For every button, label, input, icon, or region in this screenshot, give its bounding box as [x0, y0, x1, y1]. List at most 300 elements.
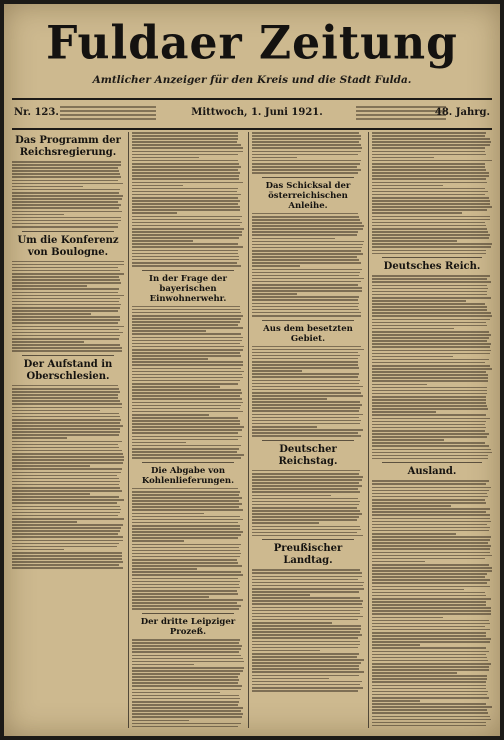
text-line [252, 303, 359, 305]
text-line [372, 678, 487, 680]
article-body [372, 275, 492, 459]
text-line [252, 622, 332, 624]
text-line [132, 513, 204, 515]
text-line [132, 203, 238, 205]
text-line [132, 506, 239, 508]
text-line [132, 312, 241, 314]
text-line [132, 682, 238, 684]
text-line [12, 487, 120, 489]
text-line [372, 203, 490, 205]
text-line [12, 391, 120, 393]
text-line [252, 641, 360, 643]
text-line [12, 322, 118, 324]
text-line [12, 496, 119, 498]
text-line [372, 340, 487, 342]
text-line [372, 427, 486, 429]
text-line [132, 343, 240, 345]
text-line [12, 304, 121, 306]
article-body [252, 346, 364, 437]
text-line [372, 555, 492, 557]
masthead-rule-top [12, 98, 492, 100]
text-line [12, 410, 100, 412]
text-line [12, 533, 118, 535]
text-line [12, 313, 91, 315]
text-line [132, 374, 242, 376]
text-line [132, 253, 238, 255]
text-line [372, 365, 490, 367]
text-line [252, 144, 361, 146]
article-body [132, 132, 244, 267]
text-line [372, 402, 486, 404]
text-line [372, 141, 491, 143]
text-line [132, 667, 244, 669]
text-line [12, 502, 117, 504]
text-line [372, 421, 486, 423]
text-line [252, 513, 362, 515]
text-line [252, 163, 360, 165]
article-separator [142, 462, 234, 463]
text-line [132, 222, 242, 224]
text-line [132, 516, 240, 518]
text-line [252, 380, 360, 382]
text-line [252, 358, 358, 360]
text-line [252, 476, 363, 478]
text-line [132, 175, 239, 177]
text-line [252, 401, 360, 403]
text-line [252, 491, 360, 493]
text-line [12, 186, 83, 188]
text-line [12, 397, 118, 399]
text-line [12, 549, 64, 551]
text-line [12, 201, 118, 203]
text-line [252, 675, 359, 677]
text-line [132, 423, 240, 425]
text-line [252, 423, 360, 425]
text-line [12, 456, 124, 458]
text-line [252, 470, 360, 472]
text-line [132, 540, 184, 542]
text-line [132, 578, 238, 580]
text-line [372, 237, 489, 239]
text-line [132, 571, 241, 573]
text-line [252, 495, 331, 497]
text-line [132, 225, 240, 227]
text-line [252, 637, 358, 639]
text-line [252, 507, 357, 509]
text-line [372, 496, 488, 498]
issue-info-bar [12, 102, 492, 128]
text-line [12, 388, 119, 390]
text-line [252, 287, 362, 289]
text-line [252, 247, 362, 249]
text-line [372, 564, 489, 566]
text-line [132, 151, 243, 153]
text-line [372, 700, 420, 702]
headline: Der dritte Leipziger Prozeß. [140, 617, 236, 638]
text-line [372, 685, 486, 687]
article-body [132, 306, 244, 459]
headline: Das Schicksal der österreichischen Anleihe. [265, 180, 351, 211]
text-line [12, 431, 120, 433]
text-line [372, 166, 485, 168]
text-line [132, 144, 241, 146]
text-line [12, 509, 121, 511]
text-line [132, 368, 241, 370]
text-line [132, 593, 238, 595]
text-line [132, 574, 243, 576]
text-line [12, 546, 117, 548]
text-line [372, 399, 486, 401]
article-separator [382, 462, 482, 463]
text-line [12, 475, 117, 477]
text-line [252, 315, 361, 317]
text-line [132, 651, 239, 653]
text-line [252, 594, 310, 596]
text-line [372, 225, 486, 227]
text-line [372, 294, 487, 296]
text-line [252, 244, 363, 246]
text-line [132, 398, 242, 400]
text-line [252, 253, 363, 255]
text-line [372, 346, 490, 348]
text-line [252, 656, 357, 658]
column-divider [128, 132, 129, 728]
text-line [252, 250, 361, 252]
text-line [132, 216, 242, 218]
text-line [12, 350, 122, 352]
text-line [252, 373, 359, 375]
text-line [12, 536, 123, 538]
text-line [372, 212, 462, 214]
text-line [12, 527, 121, 529]
text-line [12, 329, 119, 331]
text-line [132, 138, 238, 140]
text-line [252, 526, 360, 528]
text-line [132, 494, 239, 496]
text-line [132, 439, 238, 441]
text-line [372, 178, 486, 180]
text-line [372, 228, 487, 230]
text-line [132, 265, 241, 267]
text-line [12, 198, 122, 200]
text-line [12, 167, 118, 169]
text-line [372, 558, 485, 560]
text-line [12, 211, 122, 213]
text-line [12, 326, 124, 328]
text-line [372, 452, 492, 454]
article-separator [142, 270, 234, 271]
text-line [132, 454, 244, 456]
text-line [12, 444, 118, 446]
text-line [132, 525, 240, 527]
text-line [372, 246, 491, 248]
text-line [252, 532, 357, 534]
text-line [372, 552, 490, 554]
text-line [372, 530, 489, 532]
text-line [252, 665, 359, 667]
text-line [252, 225, 364, 227]
article-separator [262, 320, 354, 321]
text-line [372, 253, 486, 255]
text-line [372, 312, 491, 314]
text-line [12, 518, 124, 520]
headline: Deutsches Reich. [383, 261, 481, 273]
text-line [252, 678, 329, 680]
text-line [132, 246, 243, 248]
newspaper-subtitle: Amtlicher Anzeiger für den Kreis und die Stadt Fulda. [92, 74, 412, 86]
text-line [252, 259, 359, 261]
text-line [132, 417, 238, 419]
text-line [252, 516, 359, 518]
text-line [12, 173, 120, 175]
text-line [132, 408, 240, 410]
text-line [252, 644, 360, 646]
text-line [372, 663, 491, 665]
text-line [132, 361, 243, 363]
text-line [372, 641, 490, 643]
text-line [372, 586, 490, 588]
text-line [12, 490, 122, 492]
text-line [12, 564, 119, 566]
text-line [372, 371, 486, 373]
text-line [132, 243, 238, 245]
text-line [132, 182, 243, 184]
text-line [252, 591, 359, 593]
text-line [372, 635, 486, 637]
text-line [372, 592, 485, 594]
text-line [12, 180, 118, 182]
text-line [12, 307, 120, 309]
text-line [132, 488, 238, 490]
text-line [132, 185, 183, 187]
text-line [372, 561, 425, 563]
text-line [132, 191, 237, 193]
text-line [12, 285, 87, 287]
text-line [372, 703, 486, 705]
text-line [252, 299, 358, 301]
text-line [12, 441, 122, 443]
text-line [132, 194, 241, 196]
text-line [252, 312, 361, 314]
text-line [252, 349, 364, 351]
text-line [132, 695, 239, 697]
text-line [12, 515, 118, 517]
text-line [12, 338, 119, 340]
text-line [12, 459, 124, 461]
text-line [12, 347, 122, 349]
text-line [252, 272, 360, 274]
text-line [12, 462, 123, 464]
text-line [372, 651, 489, 653]
text-line [132, 581, 240, 583]
text-line [372, 499, 485, 501]
text-line [252, 576, 362, 578]
text-line [372, 132, 486, 134]
text-line [372, 647, 486, 649]
text-line [12, 484, 119, 486]
text-line [12, 465, 90, 467]
text-line [372, 297, 491, 299]
text-line [132, 426, 244, 428]
text-line [252, 213, 358, 215]
text-line [132, 395, 240, 397]
text-line [252, 376, 358, 378]
text-line [132, 154, 238, 156]
text-line [132, 451, 237, 453]
text-line [372, 300, 466, 302]
text-line [372, 548, 490, 550]
text-line [252, 597, 360, 599]
text-line [372, 719, 491, 721]
text-line [252, 432, 358, 434]
article-separator [262, 440, 354, 441]
text-line [372, 691, 488, 693]
text-line [12, 217, 121, 219]
text-line [132, 411, 243, 413]
text-line [372, 579, 490, 581]
text-line [252, 228, 363, 230]
text-line [12, 214, 64, 216]
text-line [132, 405, 241, 407]
text-line [372, 390, 487, 392]
text-line [252, 160, 361, 162]
text-line [252, 607, 363, 609]
column-2 [132, 132, 244, 728]
text-line [12, 288, 119, 290]
text-line [132, 178, 239, 180]
text-line [252, 147, 362, 149]
text-line [252, 510, 360, 512]
text-line [132, 219, 240, 221]
text-line [372, 160, 492, 162]
text-line [372, 377, 488, 379]
issue-date: Mittwoch, 1. Juni 1921. [191, 107, 323, 118]
text-line [132, 333, 241, 335]
text-line [12, 298, 120, 300]
text-line [252, 284, 358, 286]
text-line [132, 500, 239, 502]
text-line [132, 392, 242, 394]
text-line [252, 262, 361, 264]
text-line [12, 344, 120, 346]
text-line [132, 436, 242, 438]
text-line [132, 713, 243, 715]
text-line [132, 383, 238, 385]
text-line [252, 407, 360, 409]
text-line [372, 490, 489, 492]
text-line [372, 483, 486, 485]
text-line [252, 687, 363, 689]
text-line [132, 237, 239, 239]
text-line [372, 197, 489, 199]
text-line [12, 161, 121, 163]
text-line [252, 278, 364, 280]
text-line [132, 503, 242, 505]
text-line [372, 384, 427, 386]
text-line [372, 598, 491, 600]
text-line [372, 623, 490, 625]
article-body [372, 480, 492, 728]
text-line [372, 309, 487, 311]
text-line [372, 518, 490, 520]
text-line [132, 547, 239, 549]
article-body [252, 569, 364, 691]
article-body [372, 132, 492, 254]
text-line [12, 558, 122, 560]
text-line [372, 502, 486, 504]
text-line [252, 306, 358, 308]
text-line [12, 223, 118, 225]
text-line [132, 602, 237, 604]
text-line [132, 648, 241, 650]
text-line [12, 319, 120, 321]
text-line [132, 337, 243, 339]
text-line [252, 367, 359, 369]
masthead-rule-bottom [12, 128, 492, 130]
text-line [372, 337, 489, 339]
text-line [252, 631, 360, 633]
text-line [252, 613, 360, 615]
text-line [12, 499, 124, 501]
text-line [372, 430, 485, 432]
text-line [132, 352, 240, 354]
text-line [372, 527, 490, 529]
text-line [12, 195, 123, 197]
text-line [372, 194, 485, 196]
text-line [372, 306, 487, 308]
article-body [132, 488, 244, 610]
text-line [252, 529, 361, 531]
text-line [132, 414, 209, 416]
text-line [132, 491, 240, 493]
text-line [372, 234, 490, 236]
text-line [252, 404, 362, 406]
article-body [132, 639, 244, 728]
text-line [252, 522, 319, 524]
text-line [372, 240, 457, 242]
text-line [372, 163, 485, 165]
text-line [252, 231, 358, 233]
issue-number: Nr. 123. [14, 107, 59, 118]
text-line [12, 282, 121, 284]
text-line [12, 301, 119, 303]
text-line [132, 315, 243, 317]
headline: Deutscher Reichstag. [278, 443, 338, 467]
text-line [252, 219, 360, 221]
headline: Die Abgabe von Kohlenlieferungen. [141, 465, 235, 486]
text-line [12, 422, 120, 424]
text-line [252, 389, 360, 391]
text-line [252, 659, 364, 661]
text-line [252, 569, 360, 571]
text-line [252, 410, 359, 412]
text-line [252, 383, 359, 385]
text-line [12, 207, 119, 209]
text-line [132, 197, 238, 199]
text-line [132, 658, 243, 660]
text-line [132, 701, 239, 703]
text-line [132, 568, 197, 570]
text-line [372, 219, 490, 221]
text-line [372, 144, 490, 146]
text-line [372, 328, 454, 330]
text-line [132, 262, 237, 264]
text-line [132, 234, 242, 236]
text-line [372, 542, 488, 544]
article-separator [262, 539, 354, 540]
article-body [252, 213, 364, 317]
text-line [372, 157, 434, 159]
